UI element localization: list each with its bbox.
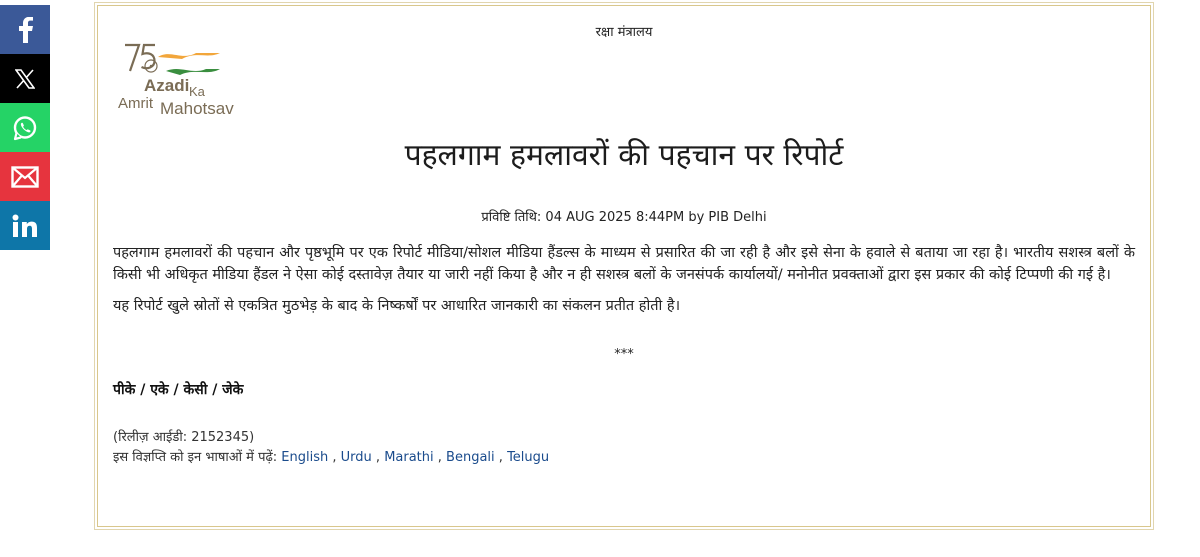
language-links — [113, 447, 549, 465]
logo-word-ka: Ka — [189, 84, 205, 99]
body-paragraph: यह रिपोर्ट खुले स्रोतों से एकत्रित मुठभेड़ के बाद के निष्कर्षों पर आधारित जानकारी का संकलन प्रतीत होती है। — [113, 298, 681, 314]
lang-separator: , — [371, 450, 385, 465]
x-share-button[interactable] — [0, 54, 50, 103]
whatsapp-share-button[interactable] — [0, 103, 50, 152]
logo-word-mahotsav: Mahotsav — [160, 99, 234, 118]
frame-inner-border — [97, 5, 1151, 527]
lang-separator: , — [433, 450, 447, 465]
release-body — [113, 242, 1135, 326]
lang-link-marathi[interactable]: Marathi — [384, 450, 434, 465]
linkedin-share-button[interactable] — [0, 201, 50, 250]
lang-link-urdu[interactable]: Urdu — [340, 450, 372, 465]
share-sidebar — [0, 5, 50, 250]
lang-link-bengali[interactable]: Bengali — [446, 450, 495, 465]
logo-word-amrit: Amrit — [118, 95, 153, 112]
azadi-ka-amrit-mahotsav-logo — [118, 39, 253, 119]
facebook-icon — [15, 17, 35, 43]
logo-word-azadi: Azadi — [144, 76, 190, 95]
whatsapp-icon — [12, 115, 38, 141]
lang-separator: , — [494, 450, 508, 465]
lang-link-english[interactable]: English — [281, 450, 329, 465]
author-initials: पीके / एके / केसी / जेके — [113, 382, 244, 398]
language-links-prefix: इस विज्ञप्ति को इन भाषाओं में पढ़ें: — [113, 450, 282, 465]
lang-link-telugu[interactable]: Telugu — [507, 450, 550, 465]
body-paragraph: पहलगाम हमलावरों की पहचान और पृष्ठभूमि पर एक रिपोर्ट मीडिया/सोशल मीडिया हैंडल्स के माध्यम से प्रसारित की जा रही है और इसे सेना के हवाले से बताया जा रहा है। भारतीय सशस्त्र बलों के किसी भी अधिकृत मीडिया हैंडल ने ऐसा कोई दस्तावेज़ तैयार या जारी नहीं किया है और न ही सशस्त्र बलों के जनसंपर्क कार्यालयों/ मनोनीत प्रवक्ताओं द्वारा इस प्रकार की कोई टिप्पणी की गई है। — [113, 245, 1135, 283]
ministry-name: रक्षा मंत्रालय — [595, 25, 653, 40]
page-title: पहलगाम हमलावरों की पहचान पर रिपोर्ट — [404, 138, 844, 173]
facebook-share-button[interactable] — [0, 5, 50, 54]
email-share-button[interactable] — [0, 152, 50, 201]
email-icon — [11, 166, 39, 188]
section-separator: *** — [614, 347, 634, 362]
x-icon — [15, 69, 35, 89]
linkedin-icon — [12, 214, 38, 238]
lang-separator: , — [328, 450, 341, 465]
release-id: (रिलीज़ आईडी: 2152345) — [113, 430, 255, 445]
posted-date: प्रविष्टि तिथि: 04 AUG 2025 8:44PM by PIB Delhi — [481, 210, 767, 225]
press-release-frame — [94, 2, 1154, 530]
